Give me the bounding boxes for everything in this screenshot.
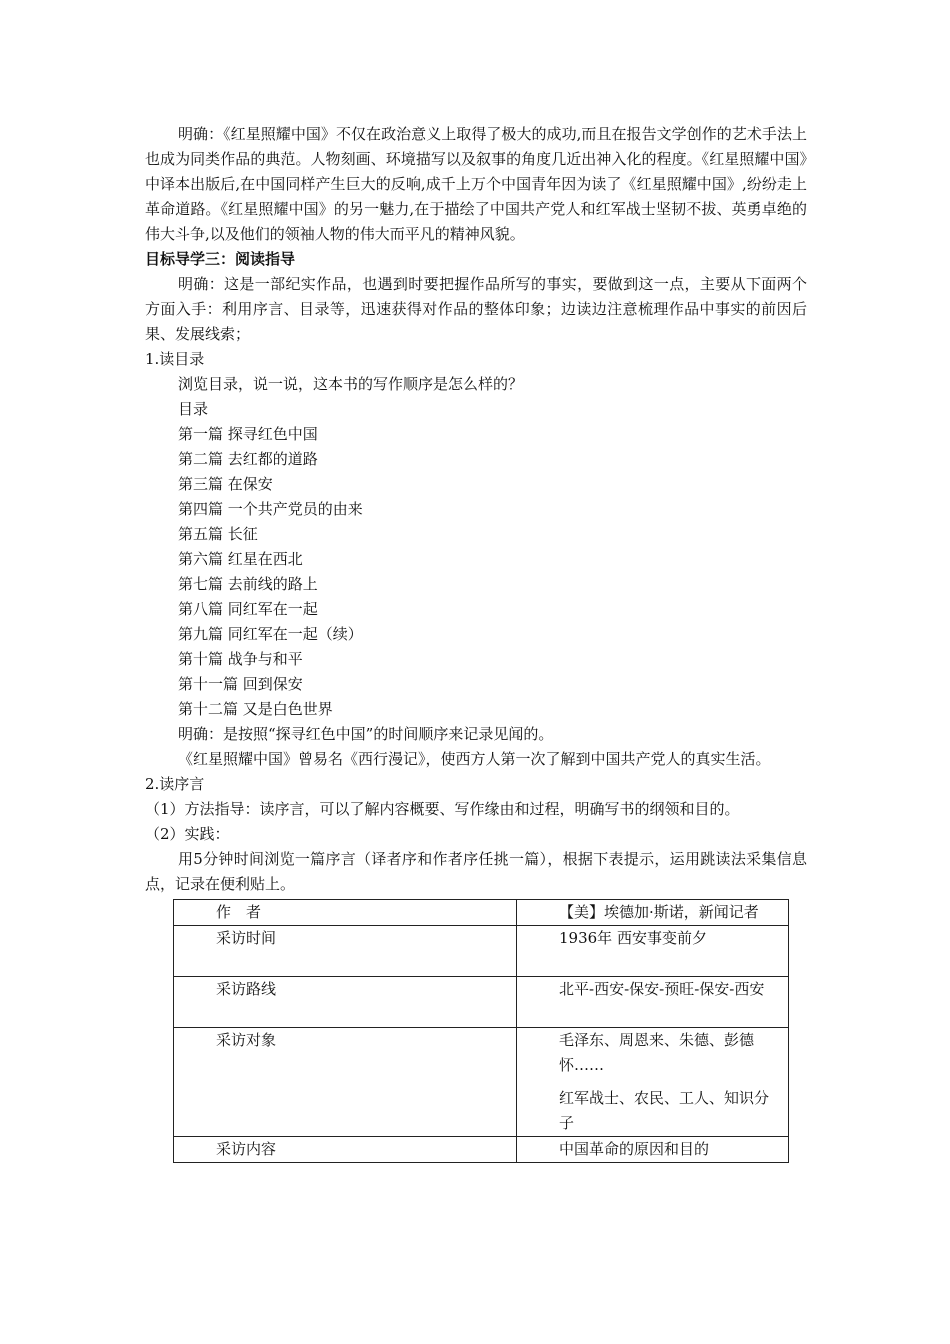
table-row bbox=[174, 926, 789, 977]
paragraph-alt-title: 《红星照耀中国》曾易名《西行漫记》，使西方人第一次了解到中国共产党人的真实生活。 bbox=[178, 750, 771, 768]
content-label: 采访内容 bbox=[174, 1137, 517, 1163]
content-value: 中国革命的原因和目的 bbox=[517, 1137, 789, 1163]
author-value: 【美】埃德加·斯诺，新闻记者 bbox=[517, 900, 789, 926]
section-heading-guide-3: 目标导学三：阅读指导 bbox=[145, 250, 296, 268]
toc-item: 第一篇 探寻红色中国 bbox=[178, 425, 318, 443]
route-label: 采访路线 bbox=[174, 977, 517, 1028]
subsection-read-toc: 1.读目录 bbox=[145, 350, 205, 368]
paragraph-practice-task: 用5分钟时间浏览一篇序言（译者序和作者序任挑一篇），根据下表提示，运用跳读法采集信息点，记录在便利贴上。 bbox=[145, 850, 807, 893]
toc-item: 第二篇 去红都的道路 bbox=[178, 450, 318, 468]
time-value: 1936年 西安事变前夕 bbox=[517, 926, 789, 977]
toc-item: 第四篇 一个共产党员的由来 bbox=[178, 500, 363, 518]
toc-item: 第十二篇 又是白色世界 bbox=[178, 700, 333, 718]
toc-item: 第十一篇 回到保安 bbox=[178, 675, 303, 693]
author-label: 作 者 bbox=[174, 900, 517, 926]
target-label: 采访对象 bbox=[174, 1028, 517, 1137]
question-writing-order: 浏览目录，说一说，这本书的写作顺序是怎么样的？ bbox=[178, 375, 524, 393]
method-guide: （1）方法指导：读序言，可以了解内容概要、写作缘由和过程，明确写书的纲领和目的。 bbox=[145, 800, 740, 818]
toc-item: 第九篇 同红军在一起（续） bbox=[178, 625, 363, 643]
practice-label: （2）实践： bbox=[145, 825, 230, 843]
toc-item: 第六篇 红星在西北 bbox=[178, 550, 303, 568]
toc-item: 第八篇 同红军在一起 bbox=[178, 600, 318, 618]
toc-item: 第三篇 在保安 bbox=[178, 475, 273, 493]
paragraph-intro: 明确：《红星照耀中国》不仅在政治意义上取得了极大的成功,而且在报告文学创作的艺术手法上也成为同类作品的典范。人物刻画、环境描写以及叙事的角度几近出神入化的程度。《红星照耀中国》中译本出版后,在中国同样产生巨大的反响,成千上万个中国青年因为读了《红星照耀中国》,纷纷走上革命道路。《红星照耀中国》的另一魅力,在于描绘了中国共产党人和红军战士坚韧不拔、英勇卓绝的伟大斗争,以及他们的领袖人物的伟大而平凡的精神风貌。 bbox=[145, 125, 807, 243]
toc-item: 第五篇 长征 bbox=[178, 525, 258, 543]
subsection-read-preface: 2.读序言 bbox=[145, 775, 205, 793]
toc-item: 第十篇 战争与和平 bbox=[178, 650, 303, 668]
table-of-contents bbox=[145, 397, 807, 722]
table-row bbox=[174, 900, 789, 926]
target-value-cell bbox=[517, 1028, 789, 1137]
toc-item: 目录 bbox=[178, 400, 209, 418]
paragraph-reading-guide: 明确：这是一部纪实作品，也遇到时要把握作品所写的事实，要做到这一点，主要从下面两个方面入手：利用序言、目录等，迅速获得对作品的整体印象；边读边注意梳理作品中事实的前因后果、发展线索； bbox=[145, 275, 807, 343]
interview-info-table bbox=[173, 899, 789, 1163]
table-row bbox=[174, 1137, 789, 1163]
table-row bbox=[174, 977, 789, 1028]
target-value-leaders: 毛泽东、周恩来、朱德、彭德怀…… bbox=[559, 1031, 755, 1074]
time-label: 采访时间 bbox=[174, 926, 517, 977]
table-row bbox=[174, 1028, 789, 1137]
route-value: 北平-西安-保安-预旺-保安-西安 bbox=[517, 977, 789, 1028]
toc-item: 第七篇 去前线的路上 bbox=[178, 575, 318, 593]
document-page bbox=[145, 122, 807, 1163]
target-value-people: 红军战士、农民、工人、知识分子 bbox=[559, 1089, 770, 1132]
answer-writing-order: 明确：是按照“探寻红色中国”的时间顺序来记录见闻的。 bbox=[178, 725, 554, 743]
